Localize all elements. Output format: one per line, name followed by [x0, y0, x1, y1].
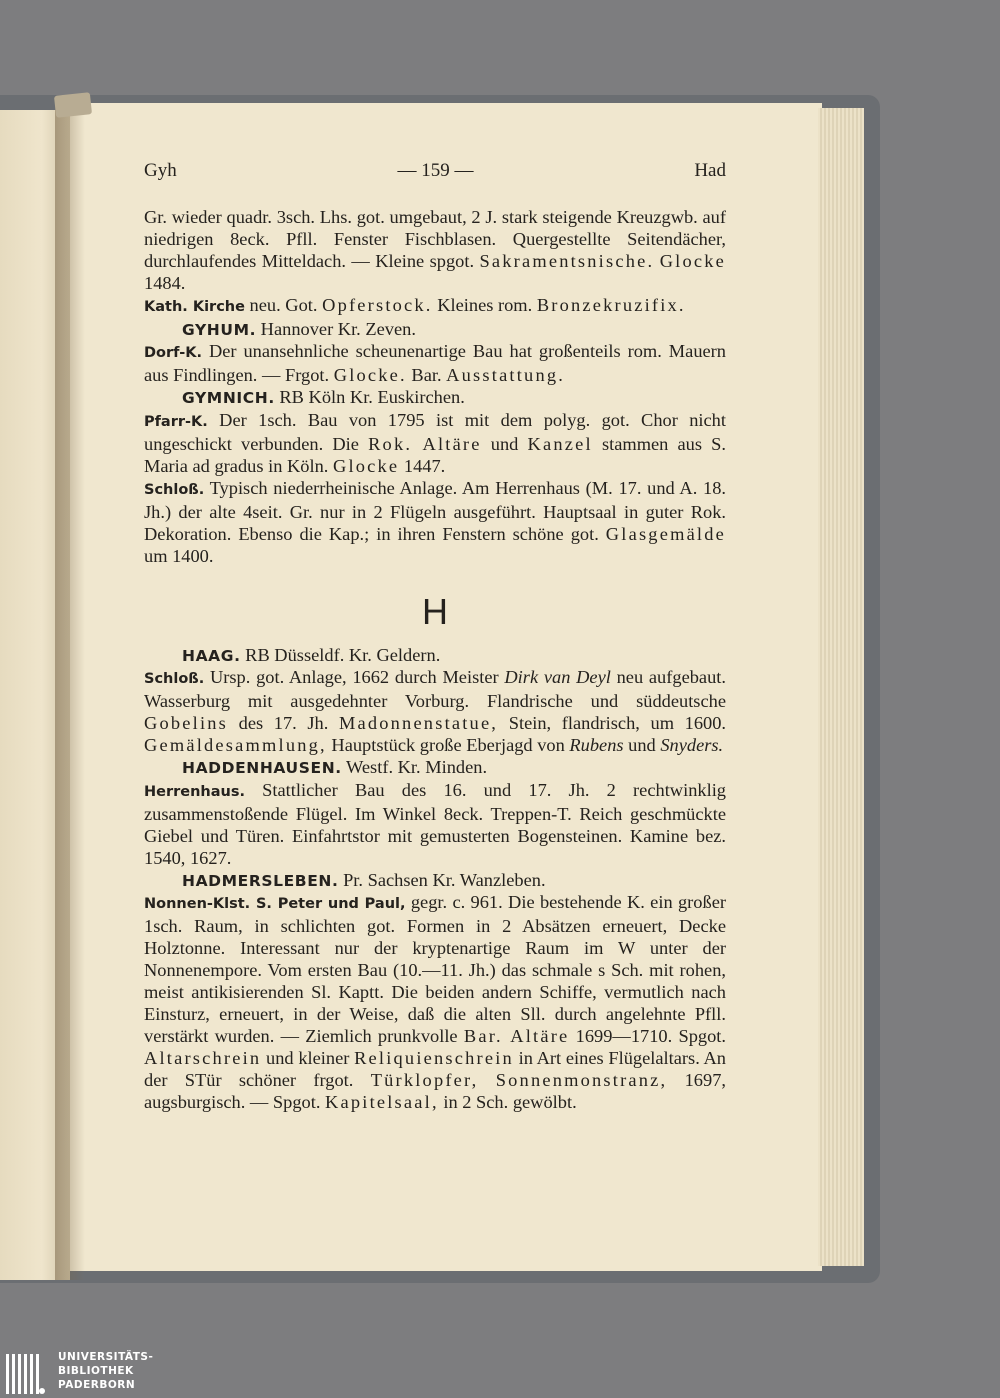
running-head-right: Had	[694, 160, 726, 181]
place-heading-haag: HAAG. RB Düsseldf. Kr. Geldern.	[182, 644, 441, 665]
library-name-line1: UNIVERSITÄTS-	[58, 1351, 154, 1363]
place-heading-gymnich: GYMNICH. RB Köln Kr. Euskirchen.	[182, 387, 465, 408]
running-head	[144, 160, 726, 184]
library-name-line3: PADERBORN	[58, 1379, 136, 1391]
place-heading-haddenhausen: HADDENHAUSEN. Westf. Kr. Minden.	[182, 757, 488, 778]
place-heading-hadmersleben: HADMERSLEBEN. Pr. Sachsen Kr. Wanzleben.	[182, 869, 546, 890]
entry-hadmersleben-kloster: Nonnen-Klst. S. Peter und Paul, gegr. c. 961. Die bestehende K. ein großer 1sch. Raum, in schlichten got. Formen in 2 Absätzen erneuert, Decke Holztonne. Interessant nur der kryptenartige Raum im W unter der Nonnenempore. Vom ersten Bau (10.—11. Jh.) das schmale s Sch. mit rohen, meist antikisierenden Sl. Kaptt. Die beiden andern Schiffe, vermutlich nach Einsturz, erneuert, in der Weise, daß die alten Sll. durch angelehnte Pfll. verstärkt wurden. — Ziemlich prunkvolle Bar. Altäre 1699—1710. Spgot. Altarschrein und kleiner Reliquienschrein in Art eines Flügelaltars. An der STür schöner frgot. Türklopfer, Sonnenmonstranz, 1697, augsburgisch. — Spgot. Kapitelsaal, in 2 Sch. gewölbt.	[144, 892, 726, 1112]
binding-tape	[54, 92, 92, 118]
page-number: — 159 —	[397, 160, 474, 181]
page-text	[144, 160, 726, 1114]
entry-gymnich-pfarr-k: Pfarr-K. Der 1sch. Bau von 1795 ist mit dem polyg. got. Chor nicht ungeschickt verbunden. Die Rok. Altäre und Kanzel stammen aus S. Maria ad gradus in Köln. Glocke 1447.	[144, 410, 727, 476]
place-heading-gyhum: GYHUM. Hannover Kr. Zeven.	[182, 318, 416, 339]
library-logo-icon	[6, 1352, 52, 1396]
section-letter: H	[422, 590, 448, 632]
library-name	[58, 1350, 153, 1392]
entry-gyh-continuation: Gr. wieder quadr. 3sch. Lhs. got. umgebaut, 2 J. stark steigende Kreuzgwb. auf niedrigen 8eck. Pfll. Fenster Fischblasen. Quergestellte Seitendächer, durchlaufendes Mitteldach. — Kleine spgot. Sakramentsnische. Glocke 1484.	[144, 207, 726, 293]
running-head-left: Gyh	[144, 160, 177, 181]
entry-gyh-kath-kirche: Kath. Kirche neu. Got. Opferstock. Kleines rom. Bronzekruzifix.	[144, 294, 686, 315]
entry-haddenhausen-herrenhaus: Herrenhaus. Stattlicher Bau des 16. und 17. Jh. 2 rechtwinklig zusammenstoßende Flügel. Im Winkel 8eck. Treppen-T. Reich geschmückte Giebel und Türen. Einfahrtstor mit gemusterten Bogensteinen. Kamine bez. 1540, 1627.	[144, 779, 726, 868]
entry-haag-schloss: Schloß. Ursp. got. Anlage, 1662 durch Meister Dirk van Deyl neu aufgebaut. Wasserburg mit ausgedehnter Vorburg. Flandrische und süddeutsche Gobelins des 17. Jh. Madonnenstatue, Stein, flandrisch, um 1600. Gemäldesammlung, Hauptstück große Eberjagd von Rubens und Snyders.	[144, 667, 727, 756]
library-name-line2: BIBLIOTHEK	[58, 1365, 134, 1377]
entry-gymnich-schloss: Schloß. Typisch niederrheinische Anlage. Am Herrenhaus (M. 17. und A. 18. Jh.) der alte 4seit. Gr. nur in 2 Flügeln ausgeführt. Hauptsaal in guter Rok. Dekoration. Ebenso die Kap.; in ihren Fenstern schöne got. Glasgemälde um 1400.	[144, 477, 726, 566]
gutter-shadow	[55, 110, 85, 1280]
entry-gyhum-dorf-k: Dorf-K. Der unansehnliche scheunenartige Bau hat großenteils rom. Mauern aus Findlingen. — Frgot. Glocke. Bar. Ausstattung.	[144, 341, 726, 386]
page-edges	[818, 108, 864, 1266]
